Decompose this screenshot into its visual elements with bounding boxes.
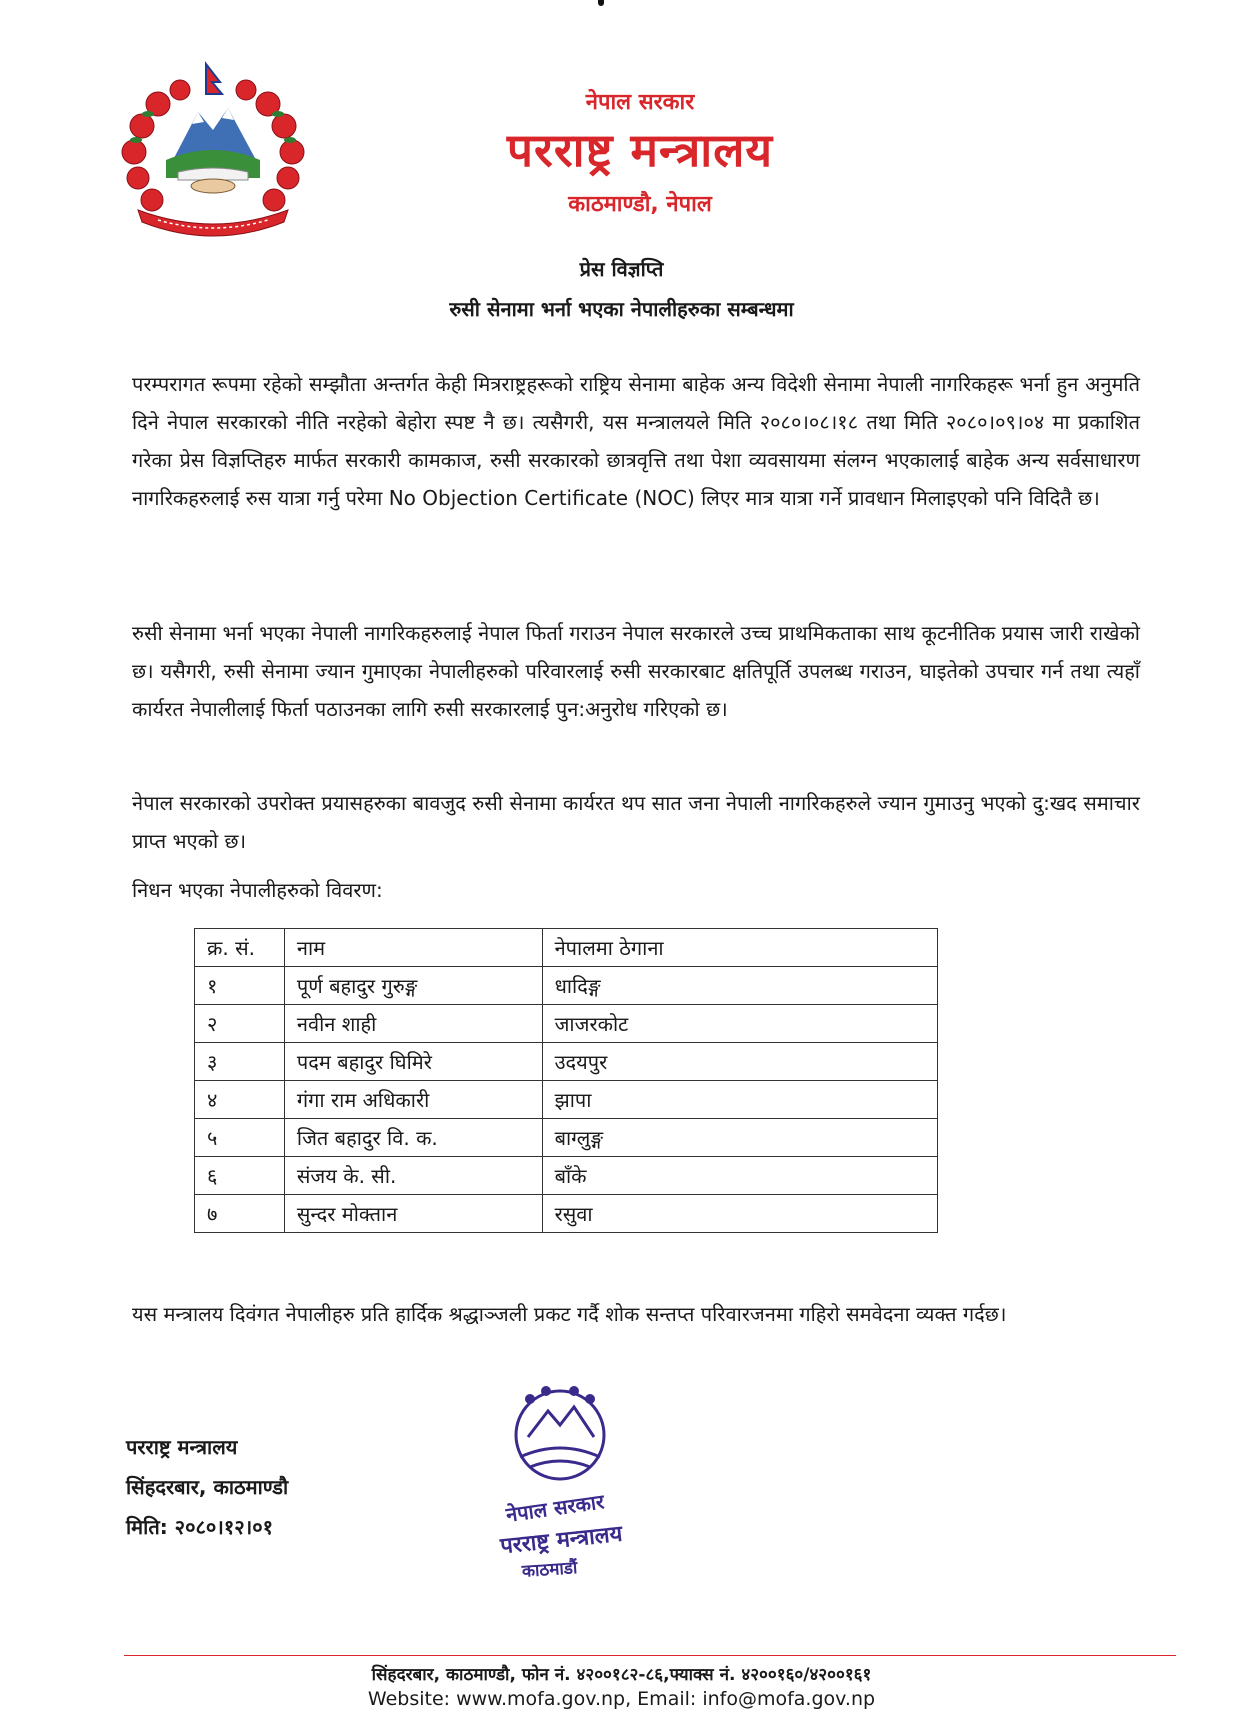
cell-serial: २ bbox=[195, 1005, 285, 1043]
cell-serial: ४ bbox=[195, 1081, 285, 1119]
cell-name: पदम बहादुर घिमिरे bbox=[284, 1043, 542, 1081]
letterhead-location: काठमाण्डौ, नेपाल bbox=[568, 192, 712, 217]
header-serial: क्र. सं. bbox=[195, 929, 285, 967]
stamp-line-3: काठमाडौं bbox=[521, 1558, 578, 1582]
signature-date: मिति: २०८०।१२।०१ bbox=[126, 1515, 274, 1539]
table-row bbox=[195, 967, 938, 1005]
scan-mark bbox=[598, 0, 604, 6]
table-row bbox=[195, 1157, 938, 1195]
letterhead-ministry: परराष्ट्र मन्त्रालय bbox=[506, 123, 774, 177]
cell-address: झापा bbox=[542, 1081, 937, 1119]
paragraph-condolence: यस मन्त्रालय दिवंगत नेपालीहरु प्रति हार्दिक श्रद्धाञ्जली प्रकट गर्दै शोक सन्तप्त परिवारजनमा गहिरो समवेदना व्यक्त गर्दछ। bbox=[132, 1302, 1007, 1326]
paragraph-2: रुसी सेनामा भर्ना भएका नेपाली नागरिकहरुलाई नेपाल फिर्ता गराउन नेपाल सरकारले उच्च प्राथमिकताका साथ कूटनीतिक प्रयास जारी राखेको छ। यसैगरी, रुसी सेनामा ज्यान गुमाएका नेपालीहरुको परिवारलाई रुसी सरकारबाट क्षतिपूर्ति उपलब्ध गराउन, घाइतेको उपचार गर्न तथा त्यहाँ कार्यरत नेपालीलाई फिर्ता पठाउनका लागि रुसी सरकारलाई पुन:अनुरोध गरिएको छ। bbox=[132, 621, 1140, 721]
footer-website: Website: www.mofa.gov.np, Email: info@mofa.gov.np bbox=[367, 1688, 876, 1710]
cell-name: नवीन शाही bbox=[284, 1005, 542, 1043]
cell-name: जित बहादुर वि. क. bbox=[284, 1119, 542, 1157]
table-row bbox=[195, 1005, 938, 1043]
signature-office: परराष्ट्र मन्त्रालय bbox=[126, 1435, 238, 1459]
cell-address: रसुवा bbox=[542, 1195, 937, 1233]
paragraph-3: नेपाल सरकारको उपरोक्त प्रयासहरुका बावजुद रुसी सेनामा कार्यरत थप सात जना नेपाली नागरिकहरुले ज्यान गुमाउनु भएको दु:खद समाचार प्राप्त भएको छ। bbox=[132, 791, 1140, 853]
nepal-emblem-icon bbox=[118, 60, 308, 240]
cell-address: धादिङ्ग bbox=[542, 967, 937, 1005]
table-header-row bbox=[195, 929, 938, 967]
cell-serial: १ bbox=[195, 967, 285, 1005]
cell-address: बाग्लुङ्ग bbox=[542, 1119, 937, 1157]
document-subject: रुसी सेनामा भर्ना भएका नेपालीहरुका सम्बन्धमा bbox=[449, 297, 794, 321]
footer-divider bbox=[124, 1655, 1176, 1656]
signature-address: सिंहदरबार, काठमाण्डौ bbox=[126, 1475, 289, 1499]
cell-name: सुन्दर मोक्तान bbox=[284, 1195, 542, 1233]
deceased-table bbox=[194, 928, 938, 1233]
cell-name: पूर्ण बहादुर गुरुङ्ग bbox=[284, 967, 542, 1005]
cell-serial: ३ bbox=[195, 1043, 285, 1081]
header-address: नेपालमा ठेगाना bbox=[542, 929, 937, 967]
table-row bbox=[195, 1081, 938, 1119]
cell-address: बाँके bbox=[542, 1157, 937, 1195]
table-row bbox=[195, 1043, 938, 1081]
table-row bbox=[195, 1119, 938, 1157]
stamp-line-2: परराष्ट्र मन्त्रालय bbox=[499, 1521, 624, 1560]
cell-serial: ५ bbox=[195, 1119, 285, 1157]
cell-serial: ६ bbox=[195, 1157, 285, 1195]
document-type: प्रेस विज्ञप्ति bbox=[579, 257, 664, 281]
paragraph-1: परम्परागत रूपमा रहेको सम्झौता अन्तर्गत केही मित्रराष्ट्रहरूको राष्ट्रिय सेनामा बाहेक अन्य विदेशी सेनामा नेपाली नागरिकहरू भर्ना हुन अनुमति दिने नेपाल सरकारको नीति नरहेको बेहोरा स्पष्ट नै छ। त्यसैगरी, यस मन्त्रालयले मिति २०८०।०८।१८ तथा मिति २०८०।०९।०४ मा प्रकाशित गरेका प्रेस विज्ञप्तिहरु मार्फत सरकारी कामकाज, रुसी सरकारको छात्रवृत्ति तथा पेशा व्यवसायमा संलग्न भएकालाई बाहेक अन्य सर्वसाधारण नागरिकहरुलाई रुस यात्रा गर्नु परेमा No Objection Certificate (NOC) लिएर मात्र यात्रा गर्ने प्रावधान मिलाइएको पनि विदितै छ। bbox=[132, 372, 1140, 510]
header-name: नाम bbox=[284, 929, 542, 967]
cell-address: उदयपुर bbox=[542, 1043, 937, 1081]
letterhead-government: नेपाल सरकार bbox=[585, 90, 695, 115]
footer-contact: सिंहदरबार, काठमाण्डौ, फोन नं. ४२००१८२-८६,फ्याक्स नं. ४२००१६०/४२००१६१ bbox=[371, 1665, 872, 1685]
cell-name: संजय के. सी. bbox=[284, 1157, 542, 1195]
cell-serial: ७ bbox=[195, 1195, 285, 1233]
table-row bbox=[195, 1195, 938, 1233]
ministry-stamp-icon bbox=[470, 1375, 650, 1585]
deceased-list-heading: निधन भएका नेपालीहरुको विवरण: bbox=[132, 878, 383, 902]
stamp-line-1: नेपाल सरकार bbox=[504, 1489, 606, 1527]
cell-address: जाजरकोट bbox=[542, 1005, 937, 1043]
cell-name: गंगा राम अधिकारी bbox=[284, 1081, 542, 1119]
